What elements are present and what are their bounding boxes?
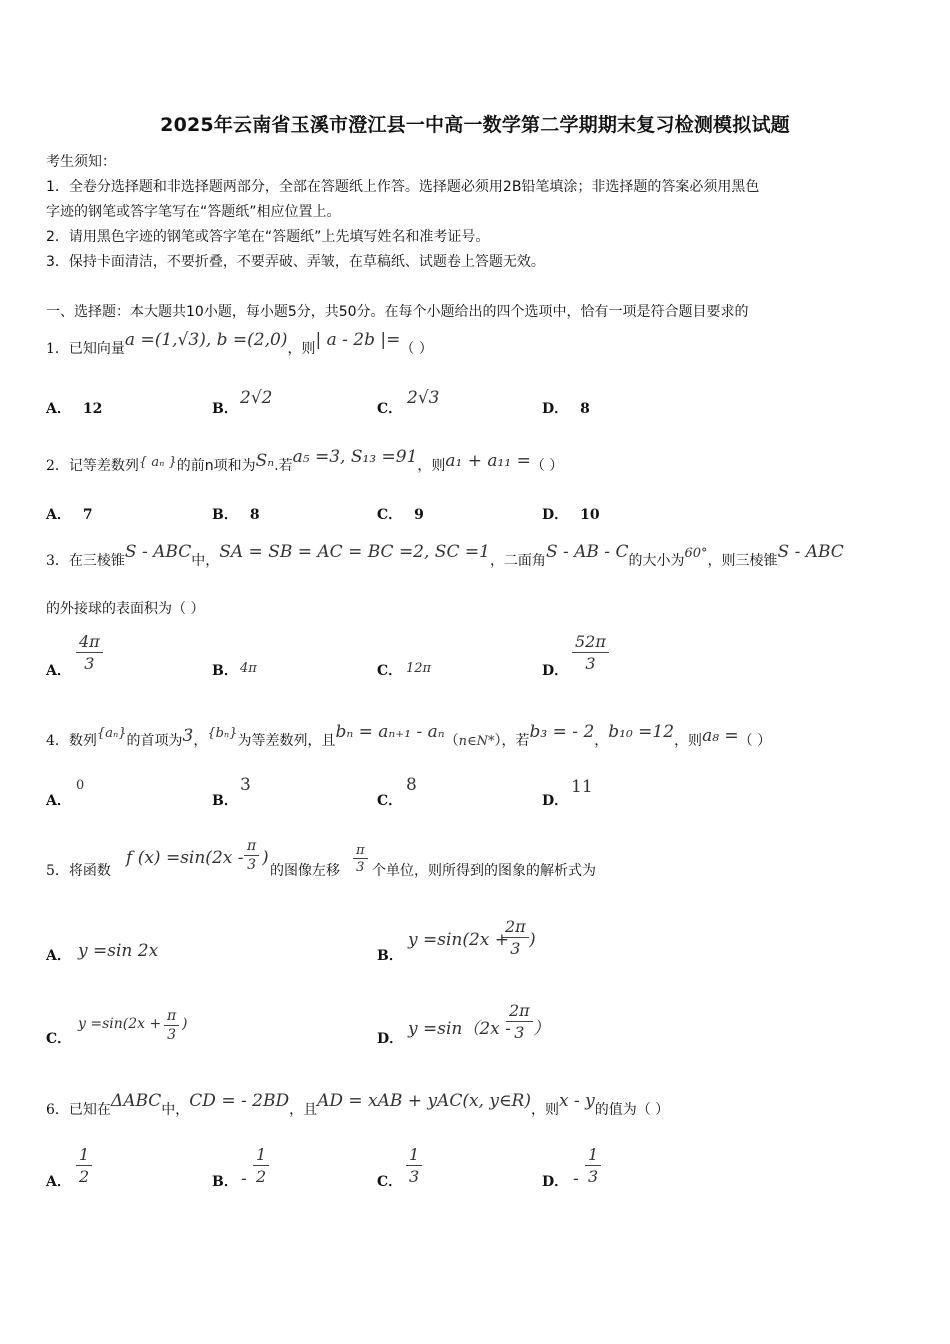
q-text: 为等差数列，且: [237, 733, 336, 749]
notice-item-1b: 字迹的钢笔或答字笔写在“答题纸”相应位置上。: [46, 204, 341, 220]
q-text: 将函数: [68, 863, 111, 879]
option-5-b-fraction: [502, 917, 529, 960]
option-label: D．: [542, 663, 569, 679]
question-number: 3．: [46, 553, 69, 569]
option-6-a[interactable]: [46, 1171, 71, 1191]
q5-function-fraction: [244, 838, 259, 875]
option-5-d-fraction: [506, 1001, 533, 1044]
option-5-b-post: ): [529, 930, 536, 950]
q-math: S - ABC: [777, 542, 844, 562]
q-math: {bₙ}: [207, 726, 238, 741]
denominator: 3: [588, 1167, 599, 1186]
numerator: 1: [253, 1145, 269, 1166]
option-2-d[interactable]: [542, 504, 600, 524]
notice-item-3: 3．保持卡面清洁，不要折叠，不要弄破、弄皱，在草稿纸、试题卷上答题无效。: [46, 254, 545, 270]
option-5-a[interactable]: [46, 945, 71, 965]
q-text: ，则: [417, 458, 446, 474]
numerator: 2π: [506, 1001, 533, 1022]
option-label: A．: [46, 507, 71, 523]
q5-function: f (x) =sin(2x -: [126, 848, 244, 868]
option-3-c-value: 12π: [406, 661, 432, 676]
q-math: CD = - 2BD: [189, 1091, 290, 1111]
option-5-b-pre: y =sin(2x +: [408, 930, 510, 950]
option-3-c[interactable]: [377, 660, 402, 680]
option-4-d[interactable]: [542, 790, 568, 810]
option-5-c-fraction: [164, 1008, 179, 1045]
option-1-c-value: 2√3: [407, 388, 440, 408]
option-value: 7: [82, 507, 93, 523]
q-text: ，则: [674, 733, 703, 749]
option-6-c-fraction: [406, 1145, 422, 1188]
numerator: π: [244, 838, 259, 856]
q-text: （ ）: [400, 341, 433, 357]
q-math: S - ABC: [124, 542, 192, 562]
q-math: a₁ + a₁₁ =: [445, 451, 531, 471]
option-4-c-value: 8: [406, 775, 417, 795]
option-label: A．: [46, 401, 71, 417]
question-3-cont: 的外接球的表面积为（ ）: [46, 601, 205, 617]
option-4-b[interactable]: [212, 790, 238, 810]
option-label: C．: [377, 401, 403, 417]
question-4: [46, 722, 772, 752]
q-math: SA = SB = AC = BC =2, SC =1: [219, 542, 490, 562]
q-text: （: [444, 733, 459, 749]
q-math: ΔABC: [110, 1091, 162, 1111]
q-math: x - y: [558, 1091, 595, 1111]
numerator: 52π: [572, 632, 609, 653]
q-text: 已知向量: [68, 341, 125, 357]
option-value: 8: [249, 507, 260, 523]
option-label: B．: [212, 793, 238, 809]
option-4-a-value: 0: [76, 778, 85, 793]
denominator: 3: [409, 1167, 420, 1186]
option-label: C．: [377, 663, 403, 679]
denominator: 2: [79, 1167, 90, 1186]
option-1-b-value: 2√2: [240, 388, 273, 408]
q-text: ），若: [494, 733, 530, 749]
option-label: D．: [542, 793, 569, 809]
q-math: a₈ =: [702, 726, 739, 746]
denominator: 3: [247, 857, 257, 873]
q-math: a₅ =3, S₁₃ =91: [292, 447, 418, 467]
denominator: 2: [256, 1167, 267, 1186]
q-math: a =(1,√3), b =(2,0): [124, 330, 288, 350]
q-math: Sₙ: [255, 451, 275, 471]
q5-shift-fraction: [353, 843, 368, 876]
option-label: B．: [212, 507, 238, 523]
numerator: 4π: [76, 632, 103, 653]
numerator: π: [353, 843, 368, 859]
option-4-c[interactable]: [377, 790, 402, 810]
option-2-b[interactable]: [212, 504, 260, 524]
option-label: A．: [46, 1174, 71, 1190]
q-text: 数列: [68, 733, 97, 749]
option-label: C．: [377, 507, 403, 523]
option-6-d[interactable]: [542, 1171, 568, 1191]
option-5-c-pre: y =sin(2x +: [78, 1016, 162, 1032]
q-math: b₃ = - 2: [529, 722, 595, 742]
q-math: S - AB - C: [545, 542, 629, 562]
option-5-c-post: ): [182, 1016, 188, 1032]
q-text: 中，: [161, 1102, 190, 1118]
option-6-c[interactable]: [377, 1171, 402, 1191]
option-2-a[interactable]: [46, 504, 93, 524]
q-text: ，二面角: [489, 553, 546, 569]
option-label: A．: [46, 948, 71, 964]
notice-item-1a: 1．全卷分选择题和非选择题两部分，全部在答题纸上作答。选择题必须用2B铅笔填涂；非选择题的答案必须用黑色: [46, 179, 760, 195]
q-text: 中，: [191, 553, 220, 569]
option-label: B．: [377, 948, 403, 964]
numerator: 2π: [502, 917, 529, 938]
q-text: （ ）: [738, 733, 772, 749]
question-1: [46, 330, 433, 359]
denominator: 3: [356, 860, 365, 875]
numerator: 1: [585, 1145, 601, 1166]
option-1-a[interactable]: [46, 398, 102, 418]
question-6: [46, 1091, 670, 1120]
option-6-d-sign: -: [573, 1169, 579, 1189]
option-value: 12: [82, 401, 103, 417]
q-text: 已知在: [68, 1102, 111, 1118]
q-math: n∈N*: [458, 734, 495, 749]
numerator: π: [164, 1008, 179, 1026]
option-6-b-fraction: [253, 1145, 269, 1188]
numerator: 1: [406, 1145, 422, 1166]
option-4-d-value: 11: [571, 777, 593, 797]
option-5-d[interactable]: [377, 1028, 403, 1048]
q5-text-3: 个单位，则所得到的图象的解析式为: [372, 863, 596, 879]
option-value: 9: [414, 507, 424, 523]
option-label: B．: [212, 663, 238, 679]
option-label: B．: [212, 401, 238, 417]
q-text: ，: [193, 733, 208, 749]
option-4-a[interactable]: [46, 790, 71, 810]
q-math: b₁₀ =12: [608, 722, 675, 742]
question-number: 2．: [46, 458, 69, 474]
question-3: [46, 542, 844, 572]
q-math: {aₙ}: [96, 726, 127, 741]
q-text: 的大小为: [628, 553, 685, 569]
option-label: D．: [542, 1174, 569, 1190]
option-label: C．: [377, 1174, 403, 1190]
option-1-d[interactable]: [542, 398, 590, 418]
option-5-a-value: y =sin 2x: [78, 941, 159, 961]
question-number: 5．: [46, 863, 69, 879]
denominator: 3: [514, 1023, 525, 1042]
q-text: ，则: [287, 341, 316, 357]
q-text: ，且: [289, 1102, 318, 1118]
denominator: 3: [84, 654, 95, 673]
q-text: 记等差数列: [68, 458, 139, 474]
option-label: D．: [542, 507, 569, 523]
option-3-a[interactable]: [46, 660, 71, 680]
option-label: A．: [46, 663, 71, 679]
option-label: A．: [46, 793, 71, 809]
option-label: B．: [212, 1174, 238, 1190]
q-math: bₙ = aₙ₊₁ - aₙ: [335, 722, 445, 742]
q-math: | a - 2b |=: [315, 330, 401, 350]
option-3-d-fraction: [572, 632, 609, 675]
option-6-a-fraction: [76, 1145, 92, 1188]
denominator: 3: [510, 939, 521, 958]
section-heading: 一、选择题：本大题共10小题，每小题5分，共50分。在每个小题给出的四个选项中，恰有一项是符合题目要求的: [46, 304, 749, 320]
q-text: 的值为（ ）: [594, 1102, 670, 1118]
q-math: 3: [182, 726, 194, 746]
denominator: 3: [167, 1027, 177, 1043]
option-3-b[interactable]: [212, 660, 238, 680]
option-label: C．: [46, 1031, 72, 1047]
q-text: ，则三棱锥: [707, 553, 778, 569]
question-number: 6．: [46, 1102, 69, 1118]
option-1-c[interactable]: [377, 398, 402, 418]
q-text: 在三棱锥: [68, 553, 125, 569]
option-5-d-pre: y =sin（2x -: [408, 1019, 511, 1039]
option-6-b[interactable]: [212, 1171, 238, 1191]
option-3-b-value: 4π: [240, 661, 257, 676]
option-2-c[interactable]: [377, 504, 424, 524]
q-math: { aₙ }: [138, 455, 177, 470]
question-number: 1．: [46, 341, 69, 357]
notice-item-2: 2．请用黑色字迹的钢笔或答字笔在“答题纸”上先填写姓名和准考证号。: [46, 229, 490, 245]
question-2: [46, 447, 564, 477]
option-value: 10: [580, 507, 600, 523]
q-text: 的首项为: [126, 733, 183, 749]
q-text: .若: [274, 458, 293, 474]
option-1-b[interactable]: [212, 398, 238, 418]
option-5-d-post: ）: [533, 1019, 550, 1039]
option-3-a-fraction: [76, 632, 103, 675]
q5-function-end: ): [262, 848, 269, 868]
question-number: 4．: [46, 733, 69, 749]
option-label: D．: [542, 401, 569, 417]
numerator: 1: [76, 1145, 92, 1166]
q-text: ，: [594, 733, 609, 749]
option-label: D．: [377, 1031, 404, 1047]
page-title: 2025年云南省玉溪市澄江县一中高一数学第二学期期末复习检测模拟试题: [160, 114, 790, 136]
option-3-d[interactable]: [542, 660, 568, 680]
question-5-start: [46, 861, 111, 881]
option-6-b-sign: -: [241, 1169, 247, 1189]
option-5-c[interactable]: [46, 1028, 71, 1048]
q-math: 60°: [684, 546, 708, 561]
option-6-d-fraction: [585, 1145, 601, 1188]
q-text: ，则: [530, 1102, 559, 1118]
q5-text-2: 的图像左移: [270, 863, 340, 879]
option-4-b-value: 3: [240, 775, 251, 795]
q-text: （ ）: [530, 458, 564, 474]
option-label: C．: [377, 793, 403, 809]
notice-heading: 考生须知：: [46, 154, 116, 170]
option-value: 8: [580, 401, 590, 417]
option-5-b[interactable]: [377, 945, 403, 965]
q-text: 的前n项和为: [176, 458, 256, 474]
q-math: AD = xAB + yAC(x, y∈R): [317, 1091, 531, 1111]
denominator: 3: [585, 654, 596, 673]
